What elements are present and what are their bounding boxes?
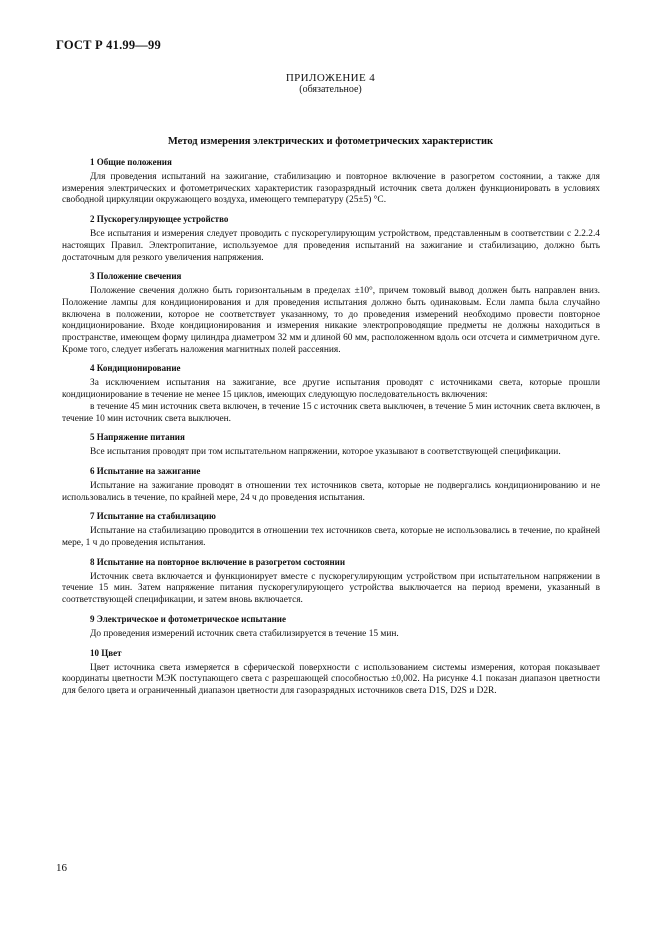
section-burning-position xyxy=(62,270,600,356)
section-supply-voltage xyxy=(62,431,600,459)
section-title: 4 Кондиционирование xyxy=(90,363,181,374)
section-conditioning xyxy=(62,362,600,425)
section-title: 2 Пускорегулирующее устройство xyxy=(90,214,229,225)
section-paragraph: До проведения измерений источник света стабилизируется в течение 15 мин. xyxy=(90,628,399,639)
section-general xyxy=(62,156,600,207)
method-title: Метод измерения электрических и фотометрических характеристик xyxy=(167,136,494,147)
section-paragraph: За исключением испытания на зажигание, все другие испытания проводят с источниками света, которые прошли кондиционирование в течение не менее 15 циклов, имеющих следующую последовательность включения: xyxy=(62,378,600,401)
section-paragraph: в течение 45 мин источник света включен, в течение 15 с источник света выключен, в течение 5 мин источник света включен, в течение 10 мин источник света выключен. xyxy=(62,401,600,424)
document-code: ГОСТ Р 41.99—99 xyxy=(56,38,161,52)
section-title: 5 Напряжение питания xyxy=(90,432,185,443)
section-paragraph: Источник света включается и функционирует вместе с пускорегулирующим устройством при испытательном напряжении в течение 15 мин. Затем напряжение питания пускорегулирующего устройства выключается на период времени, указанный в соответствующей спецификации, и затем вновь включается. xyxy=(62,571,600,606)
section-paragraph: Испытание на зажигание проводят в отношении тех источников света, которые не подвергались кондиционированию и не использовались в течение, по крайней мере, 24 ч до проведения испытания. xyxy=(62,480,600,503)
section-title: 10 Цвет xyxy=(90,647,122,658)
section-electrical-photometric-test xyxy=(62,613,600,641)
section-stabilization-test xyxy=(62,510,600,549)
section-title: 6 Испытание на зажигание xyxy=(90,465,201,476)
section-ballast xyxy=(62,213,600,264)
section-title: 3 Положение свечения xyxy=(90,271,182,282)
section-color xyxy=(62,647,600,698)
section-paragraph: Все испытания проводят при том испытательном напряжении, которое указывают в соответствующей спецификации. xyxy=(90,447,561,458)
section-paragraph: Цвет источника света измеряется в сферической поверхности с использованием системы измерения, которая показывает координаты цветности МЭК поступающего света с разрешающей способностью ±0,002. На рисунке 4.1 показан диапазон цветности для белого цвета и ограниченный диапазон цветности для газоразрядных источников света D1S, D2S и D2R. xyxy=(62,662,600,696)
section-paragraph: Все испытания и измерения следует проводить с пускорегулирующим устройством, представленным в соответствии с 2.2.2.4 настоящих Правил. Электропитание, используемое для проведения испытаний на зажигание и стабилизацию, должно быть достаточным для резкого увеличения напряжения. xyxy=(62,229,600,263)
page-number: 16 xyxy=(56,862,67,874)
section-ignition-test xyxy=(62,465,600,504)
annex-title: ПРИЛОЖЕНИЕ 4 xyxy=(285,72,376,84)
document-body xyxy=(62,156,600,704)
section-title: 8 Испытание на повторное включение в разогретом состоянии xyxy=(90,556,346,567)
section-title: 1 Общие положения xyxy=(90,157,172,167)
annex-subtitle: (обязательное) xyxy=(299,84,362,95)
section-title: 7 Испытание на стабилизацию xyxy=(90,511,216,522)
section-paragraph: Для проведения испытаний на зажигание, стабилизацию и повторное включение в разогретом состоянии, а также для измерения электрических и фотометрических характеристик газоразрядный источник света должен функционировать в условиях свободной циркуляции окружающего воздуха, имеющего температуру (25±5) °С. xyxy=(62,172,600,206)
section-title: 9 Электрическое и фотометрическое испытание xyxy=(90,613,286,624)
section-paragraph: Положение свечения должно быть горизонтальным в пределах ±10°, причем токовый вывод должен быть направлен вниз. Положение лампы для кондиционирования и для проведения испытания должно быть одинаковым. Если лампа была случайно включена в положении, которое не соответствует указанному, то до проведения измерений необходимо провести повторное кондиционирование. Входе кондиционирования и измерения никакие электропроводящие предметы не должны находиться в пространстве, имеющем форму цилиндра диаметром 32 мм и длиной 60 мм, расположенном вдоль оси отсчета и симметричном дуге. Кроме того, следует избегать наложения магнитных полей рассеяния. xyxy=(62,286,600,355)
section-paragraph: Испытание на стабилизацию проводится в отношении тех источников света, которые не использовались в течение, по крайней мере, 1 ч до проведения испытания. xyxy=(62,526,600,549)
section-hot-restrike-test xyxy=(62,556,600,607)
